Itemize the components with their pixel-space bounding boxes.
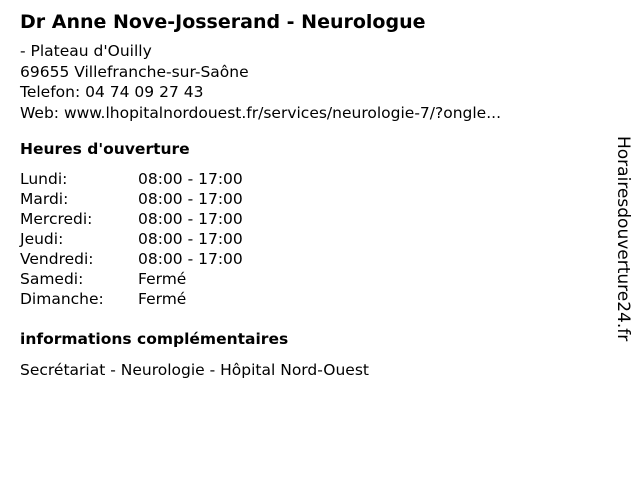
day-label: Vendredi: bbox=[20, 250, 94, 268]
opening-hours-table bbox=[20, 169, 610, 309]
hours-row-sunday bbox=[20, 289, 610, 309]
hours-row-saturday bbox=[20, 269, 610, 289]
time-value: 08:00 - 17:00 bbox=[138, 190, 243, 208]
day-label: Dimanche: bbox=[20, 290, 104, 308]
time-value: Fermé bbox=[138, 270, 187, 288]
hours-row-tuesday bbox=[20, 189, 610, 209]
city-address: 69655 Villefranche-sur-Saône bbox=[20, 62, 249, 81]
hours-heading: Heures d'ouverture bbox=[20, 140, 190, 158]
time-value: 08:00 - 17:00 bbox=[138, 250, 243, 268]
time-value: 08:00 - 17:00 bbox=[138, 210, 243, 228]
listing-page bbox=[20, 9, 610, 380]
info-text: Secrétariat - Neurologie - Hôpital Nord-Ouest bbox=[20, 361, 369, 379]
time-value: 08:00 - 17:00 bbox=[138, 230, 243, 248]
page-title: Dr Anne Nove-Josserand - Neurologue bbox=[20, 11, 426, 33]
info-heading: informations complémentaires bbox=[20, 330, 289, 348]
day-label: Samedi: bbox=[20, 270, 84, 288]
day-label: Lundi: bbox=[20, 170, 68, 188]
phone-number: Telefon: 04 74 09 27 43 bbox=[20, 83, 204, 101]
hours-row-wednesday bbox=[20, 209, 610, 229]
time-value: 08:00 - 17:00 bbox=[138, 170, 243, 188]
time-value: Fermé bbox=[138, 290, 187, 308]
hours-row-monday bbox=[20, 169, 610, 189]
address-block bbox=[20, 41, 610, 123]
site-watermark: Horairesdouverture24.fr bbox=[613, 136, 633, 342]
street-address: - Plateau d'Ouilly bbox=[20, 42, 152, 60]
day-label: Mardi: bbox=[20, 190, 69, 208]
day-label: Jeudi: bbox=[20, 230, 64, 248]
hours-row-thursday bbox=[20, 229, 610, 249]
hours-row-friday bbox=[20, 249, 610, 269]
website-link[interactable]: Web: www.lhopitalnordouest.fr/services/neurologie-7/?ongle... bbox=[20, 103, 501, 122]
day-label: Mercredi: bbox=[20, 210, 93, 228]
